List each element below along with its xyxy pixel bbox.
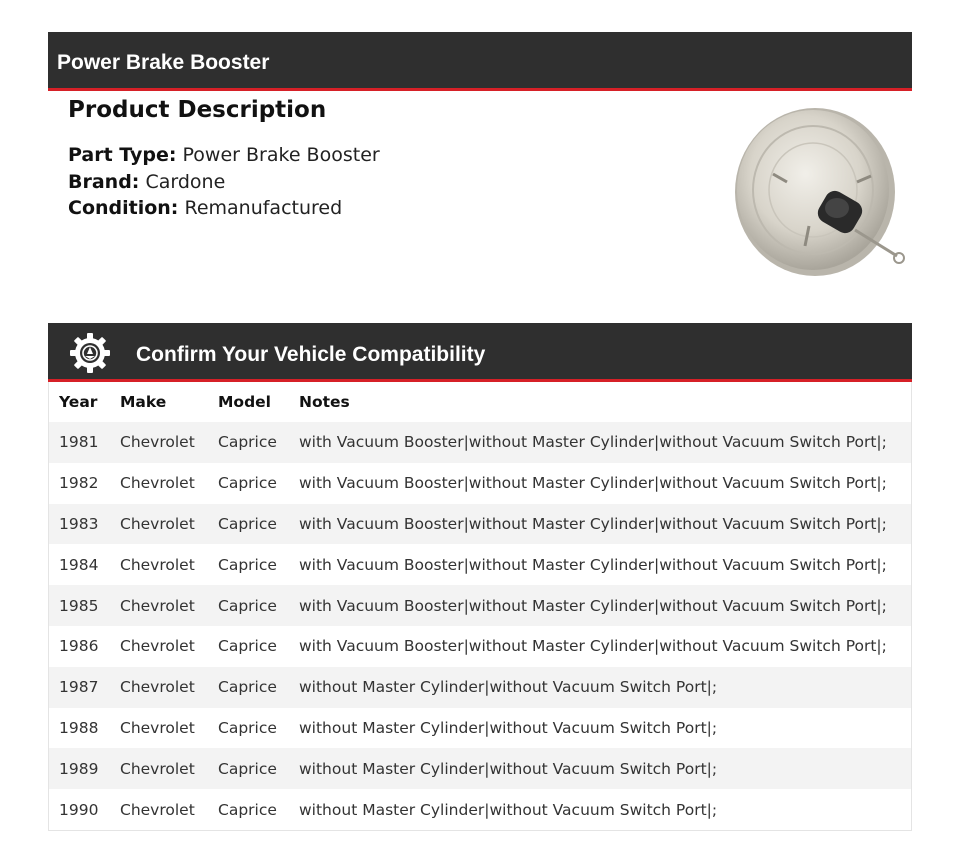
table-row <box>49 544 911 585</box>
brake-booster-image <box>725 100 915 290</box>
compatibility-table <box>48 382 912 831</box>
table-row <box>49 748 911 789</box>
cell-make: Chevrolet <box>120 800 195 819</box>
compatibility-title: Confirm Your Vehicle Compatibility <box>136 343 486 366</box>
cell-notes: with Vacuum Booster|without Master Cylinder|without Vacuum Switch Port|; <box>299 596 887 615</box>
description-heading: Product Description <box>68 97 327 123</box>
cell-notes: with Vacuum Booster|without Master Cylinder|without Vacuum Switch Port|; <box>299 514 887 533</box>
spec-label: Condition: <box>68 197 179 219</box>
cell-notes: without Master Cylinder|without Vacuum Switch Port|; <box>299 759 718 778</box>
table-row <box>49 667 911 708</box>
column-header-make: Make <box>120 393 167 411</box>
cell-year: 1986 <box>59 637 99 656</box>
spec-part-type <box>68 142 668 169</box>
cell-year: 1989 <box>59 759 99 778</box>
spec-value: Remanufactured <box>184 197 343 219</box>
cell-year: 1981 <box>59 433 99 452</box>
table-row <box>49 463 911 504</box>
cell-model: Caprice <box>218 800 277 819</box>
cell-make: Chevrolet <box>120 678 195 697</box>
table-row <box>49 422 911 463</box>
cell-notes: without Master Cylinder|without Vacuum Switch Port|; <box>299 800 718 819</box>
cell-year: 1985 <box>59 596 99 615</box>
spec-condition <box>68 195 668 222</box>
cell-notes: without Master Cylinder|without Vacuum Switch Port|; <box>299 718 718 737</box>
cell-year: 1988 <box>59 718 99 737</box>
product-title: Power Brake Booster <box>57 51 270 74</box>
table-row <box>49 504 911 545</box>
gear-icon <box>69 332 111 374</box>
table-row <box>49 708 911 749</box>
cell-notes: without Master Cylinder|without Vacuum Switch Port|; <box>299 678 718 697</box>
cell-notes: with Vacuum Booster|without Master Cylinder|without Vacuum Switch Port|; <box>299 433 887 452</box>
spec-label: Part Type: <box>68 144 177 166</box>
compatibility-bar <box>48 323 912 382</box>
product-title-bar <box>48 32 912 91</box>
cell-model: Caprice <box>218 514 277 533</box>
column-header-model: Model <box>218 393 271 411</box>
cell-year: 1984 <box>59 555 99 574</box>
spec-value: Power Brake Booster <box>182 144 380 166</box>
table-row <box>49 626 911 667</box>
cell-make: Chevrolet <box>120 637 195 656</box>
cell-model: Caprice <box>218 637 277 656</box>
spec-brand <box>68 169 668 196</box>
spec-value: Cardone <box>145 170 226 193</box>
cell-model: Caprice <box>218 718 277 737</box>
cell-notes: with Vacuum Booster|without Master Cylinder|without Vacuum Switch Port|; <box>299 555 887 574</box>
cell-notes: with Vacuum Booster|without Master Cylinder|without Vacuum Switch Port|; <box>299 637 887 656</box>
cell-year: 1982 <box>59 474 99 493</box>
cell-model: Caprice <box>218 555 277 574</box>
cell-make: Chevrolet <box>120 514 195 533</box>
cell-make: Chevrolet <box>120 718 195 737</box>
column-header-notes: Notes <box>299 393 350 411</box>
spec-label: Brand: <box>68 170 140 193</box>
column-header-year: Year <box>59 393 98 411</box>
cell-model: Caprice <box>218 596 277 615</box>
cell-year: 1990 <box>59 800 99 819</box>
table-row <box>49 585 911 626</box>
cell-notes: with Vacuum Booster|without Master Cylinder|without Vacuum Switch Port|; <box>299 474 887 493</box>
cell-year: 1987 <box>59 678 99 697</box>
cell-make: Chevrolet <box>120 555 195 574</box>
cell-make: Chevrolet <box>120 596 195 615</box>
cell-model: Caprice <box>218 433 277 452</box>
table-row <box>49 789 911 830</box>
cell-year: 1983 <box>59 514 99 533</box>
cell-make: Chevrolet <box>120 759 195 778</box>
cell-make: Chevrolet <box>120 433 195 452</box>
cell-model: Caprice <box>218 474 277 493</box>
product-description <box>68 97 668 222</box>
table-header-row <box>49 382 911 422</box>
spec-list <box>68 142 668 222</box>
cell-make: Chevrolet <box>120 474 195 493</box>
cell-model: Caprice <box>218 678 277 697</box>
cell-model: Caprice <box>218 759 277 778</box>
